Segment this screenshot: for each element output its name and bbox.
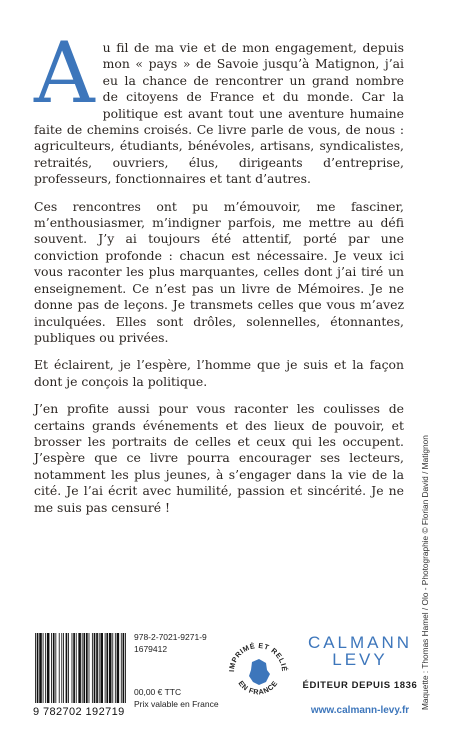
barcode-bar — [47, 633, 50, 703]
barcode-bar — [99, 633, 100, 703]
isbn-number: 978-2-7021-9271-9 — [134, 632, 207, 642]
barcode-bar — [63, 633, 64, 703]
cover-credit — [420, 400, 432, 710]
barcode-bar — [55, 633, 56, 703]
barcode-bar — [39, 633, 42, 703]
price-note: Prix valable en France — [134, 699, 219, 709]
barcode-bar — [94, 633, 96, 703]
barcode-bar — [112, 633, 113, 703]
back-cover-text — [34, 24, 404, 527]
product-code: 1679412 — [134, 644, 168, 654]
barcode-bar — [123, 633, 125, 703]
paragraph-3: Et éclairent, je l’espère, l’homme que je suis et la façon dont je conçois la politique. — [34, 357, 404, 389]
barcode-bar — [100, 633, 103, 703]
publisher-name-line1: CALMANN — [307, 633, 413, 652]
barcode-bar — [82, 633, 83, 703]
barcode-bar — [92, 633, 93, 703]
publisher-tagline: ÉDITEUR DEPUIS 1836 — [302, 680, 418, 691]
paragraph-4: J’en profite aussi pour vous raconter les coulisses de certains grands événements et des lieux de pouvoir, et brosser les portraits de celles et ceux qui les occupent. J’espère que ce livre pourra encourager ses lecteurs, notamment les plus jeunes, à s’engager dans la vie de la cité. Je l’ai écrit avec humilité, passion et sincérité. Je ne me suis pas censuré ! — [34, 401, 404, 515]
barcode-bar — [35, 633, 36, 703]
barcode-bar — [96, 633, 98, 703]
publisher-logo — [300, 634, 420, 716]
france-map-icon — [249, 659, 270, 685]
barcode-bar — [109, 633, 112, 703]
barcode-bar — [53, 633, 55, 703]
barcode-bar — [115, 633, 116, 703]
barcode-bar — [72, 633, 73, 703]
barcode-bar — [68, 633, 69, 703]
barcode-bar — [73, 633, 75, 703]
barcode-bar — [78, 633, 81, 703]
barcode-bars — [33, 633, 128, 705]
imprime-en-france-seal — [226, 632, 290, 712]
barcode-bar — [89, 633, 90, 703]
barcode-bar — [37, 633, 39, 703]
seal-graphic — [226, 632, 290, 712]
barcode-bar — [105, 633, 106, 703]
barcode-digits: 9 782702 192719 — [33, 706, 125, 718]
barcode-bar — [66, 633, 68, 703]
barcode-bar — [76, 633, 77, 703]
barcode-bar — [51, 633, 52, 703]
paragraph-1: Au fil de ma vie et de mon engagement, depuis mon « pays » de Savoie jusqu’à Matignon, j’ai eu la chance de rencontrer un grand nombre de citoyens de France et du monde. Car la politique est avant tout une aventure humaine faite de chemins croisés. Ce livre parle de vous, de nous : agriculteurs, étudiants, bénévoles, artisans, syndicalistes, retraités, ouvriers, élus, dirigeants d’entreprise, professeurs, fonctionnaires et tant d’autres. — [34, 24, 404, 187]
svg-text:IMPRIMÉ ET RELIÉ: IMPRIMÉ ET RELIÉ — [226, 640, 290, 673]
barcode-bar — [86, 633, 88, 703]
price — [134, 686, 219, 710]
barcode-bar — [43, 633, 44, 703]
publisher-url: www.calmann-levy.fr — [310, 705, 410, 716]
svg-text:EN FRANCE: EN FRANCE — [236, 678, 280, 697]
barcode-bar — [125, 633, 126, 703]
price-value: 00,00 € TTC — [134, 687, 182, 697]
paragraph-2: Ces rencontres ont pu m’émouvoir, me fasciner, m’enthousiasmer, m’indigner parfois, me mettre au défi souvent. J’y ai toujours été attentif, porté par une conviction profonde : chacun est nécessaire. Je veux ici vous raconter les plus marquantes, celles dont j’ai tiré un enseignement. Ce n’est pas un livre de Mémoires. Je ne donne pas de leçons. Je transmets celles que vous m’avez inculquées. Elles sont drôles, solennelles, étonnantes, publiques ou privées. — [34, 198, 404, 345]
isbn — [134, 631, 207, 655]
barcode-bar — [59, 633, 60, 703]
credit-text: Maquette : Thomas Hamel / Olo - Photographie © Florian David / Matignon — [420, 435, 430, 710]
barcode-bar — [106, 633, 108, 703]
drop-cap: A — [34, 24, 95, 122]
barcode-bar — [61, 633, 62, 703]
barcode-bar — [117, 633, 120, 703]
barcode-bar — [45, 633, 46, 703]
barcode — [33, 633, 128, 705]
barcode-bar — [83, 633, 85, 703]
barcode-bar — [121, 633, 122, 703]
publisher-name-line2: LEVY — [332, 650, 388, 669]
